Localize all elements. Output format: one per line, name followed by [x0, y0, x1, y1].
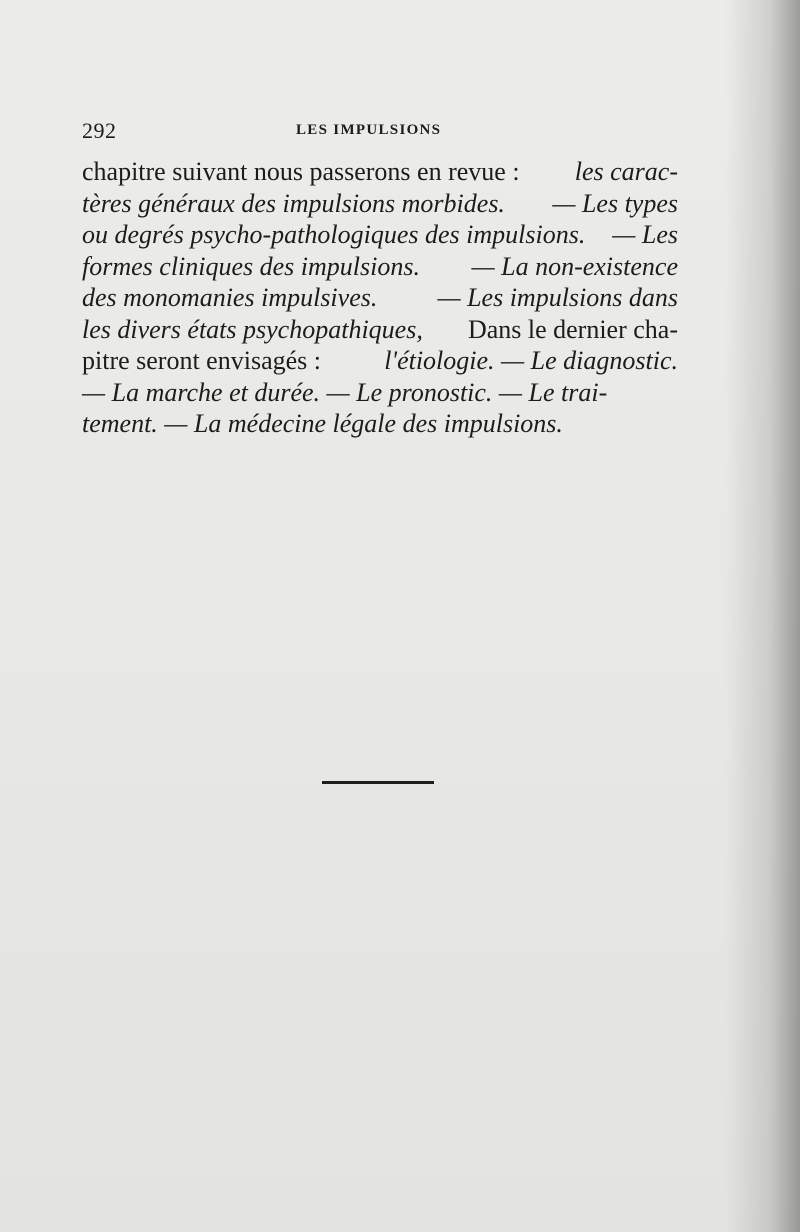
- text-segment: — Les types: [552, 188, 678, 218]
- text-line-7: [82, 345, 678, 377]
- running-head: [82, 118, 678, 146]
- text-line-3: [82, 219, 678, 251]
- text-segment: des monomanies impulsives.: [82, 283, 378, 312]
- text-segment: — Les impulsions dans: [437, 283, 678, 312]
- text-segment: pitre seront envisagés :: [82, 346, 321, 375]
- text-line-5: [82, 282, 678, 314]
- text-segment: chapitre suivant nous passerons en revue :: [82, 157, 520, 186]
- text-line-2: [82, 188, 678, 220]
- text-line-6: [82, 314, 678, 346]
- text-line-8: [82, 377, 678, 409]
- text-line-1: [82, 156, 678, 188]
- text-segment: Dans le dernier cha-: [467, 314, 678, 344]
- text-line-4: [82, 251, 678, 283]
- text-segment: formes cliniques des impulsions.: [82, 251, 420, 281]
- text-segment: tement. — La médecine légale des impulsions.: [82, 409, 563, 438]
- body-paragraph: [82, 156, 678, 440]
- text-segment: tères généraux des impulsions morbides.: [82, 188, 505, 218]
- text-segment: les carac-: [574, 157, 678, 186]
- text-segment: — La non-existence: [471, 251, 678, 281]
- text-line-9: [82, 408, 678, 440]
- end-of-chapter-rule: [322, 781, 434, 784]
- text-segment: — Les: [612, 220, 678, 249]
- page-number: 292: [82, 118, 117, 143]
- text-segment: les divers états psychopathiques,: [82, 314, 423, 344]
- text-segment: l'étiologie. — Le diagnostic.: [384, 346, 678, 375]
- text-segment: — La marche et durée. — Le pronostic. — Le trai-: [82, 377, 608, 407]
- text-segment: ou degrés psycho-pathologiques des impulsions.: [82, 220, 586, 249]
- running-title: LES IMPULSIONS: [296, 122, 442, 138]
